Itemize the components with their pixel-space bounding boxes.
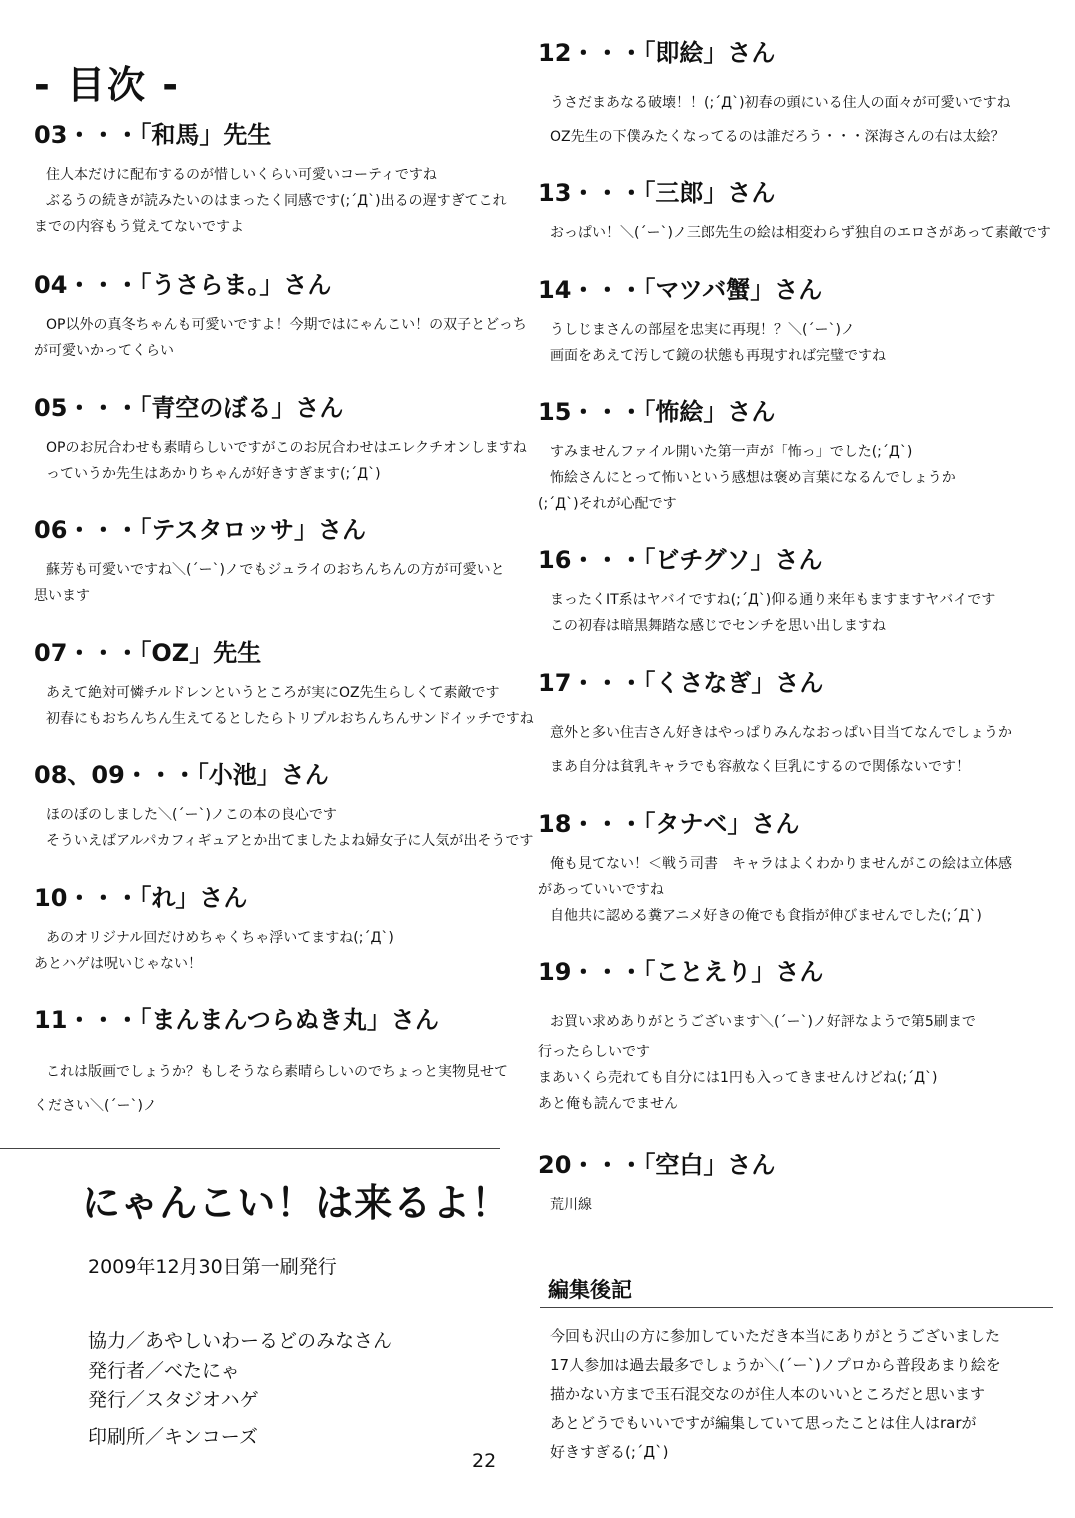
entry-line: 蘇芳も可愛いですね＼(´ー`)ノでもジュライのおちんちんの方が可愛いと xyxy=(46,562,505,578)
entry-16 xyxy=(538,545,995,639)
entry-title: 07・・・「OZ」先生 xyxy=(34,639,262,667)
entry-title: 08、09・・・「小池」さん xyxy=(34,761,329,789)
colophon-cooperation: 協力／あやしいわーるどのみなさん xyxy=(88,1330,393,1352)
colophon-publisher-person: 発行者／べたにゃ xyxy=(88,1360,240,1382)
entry-line: 怖絵さんにとって怖いという感想は褒め言葉になるんでしょうか xyxy=(550,470,956,486)
entry-title: 19・・・「ことえり」さん xyxy=(538,958,824,986)
entry-14 xyxy=(538,275,886,369)
entry-line: ください＼(´ー`)ノ xyxy=(34,1098,157,1114)
entry-line: あとハゲは呪いじゃない！ xyxy=(34,956,202,972)
entry-line: っていうか先生はあかりちゃんが好きすぎます(;´Д`) xyxy=(46,466,381,482)
entry-line: 思います xyxy=(34,588,90,604)
entry-13 xyxy=(538,178,1051,246)
entry-title: 16・・・「ビチグソ」さん xyxy=(538,546,823,574)
entry-line: 荒川線 xyxy=(550,1197,592,1213)
entry-title: 20・・・「空白」さん xyxy=(538,1151,776,1179)
entry-line: ほのぼのしました＼(´ー`)ノこの本の良心です xyxy=(46,807,337,823)
entry-title: 04・・・「うさらま。」さん xyxy=(34,271,332,299)
entry-15 xyxy=(538,397,956,517)
colophon-printer: 印刷所／キンコーズ xyxy=(88,1426,258,1448)
entry-line: まったくIT系はヤバイですね(;´Д`)仰る通り来年もますますヤバイです xyxy=(550,592,996,608)
entry-line: あと俺も読んでません xyxy=(538,1096,678,1112)
book-title: にゃんこい！は来るよ！ xyxy=(82,1181,511,1225)
entry-line: 住人本だけに配布するのが惜しいくらい可愛いコーティですね xyxy=(46,167,437,183)
entry-title: 06・・・「テスタロッサ」さん xyxy=(34,516,366,544)
entry-line: 俺も見てない！＜戦う司書 キャラはよくわかりませんがこの絵は立体感 xyxy=(550,856,1012,872)
entry-title: 11・・・「まんまんつらぬき丸」さん xyxy=(34,1006,439,1034)
entry-line: 自他共に認める糞アニメ好きの俺でも食指が伸びませんでした(;´Д`) xyxy=(550,908,982,924)
entry-line: まあいくら売れても自分には1円も入ってきませんけどね(;´Д`) xyxy=(538,1070,938,1086)
entry-line: OZ先生の下僕みたくなってるのは誰だろう・・・深海さんの右は太絵？ xyxy=(550,129,1005,145)
afterword-line: 17人参加は過去最多でしょうか＼(´ー`)ノプロから普段あまり絵を xyxy=(550,1356,1001,1374)
entry-line: ぶるうの続きが読みたいのはまったく同感です(;´Д`)出るの遅すぎてこれ xyxy=(46,193,507,209)
entry-line: すみませんファイル開いた第一声が「怖っ」でした(;´Д`) xyxy=(550,444,913,460)
entry-line: 画面をあえて汚して鏡の状態も再現すれば完璧ですね xyxy=(550,348,886,364)
entry-line: 行ったらしいです xyxy=(538,1044,650,1060)
entry-title: 03・・・「和馬」先生 xyxy=(34,121,272,149)
entry-title: 15・・・「怖絵」さん xyxy=(538,398,776,426)
entry-line: 初春にもおちんちん生えてるとしたらトリプルおちんちんサンドイッチですね xyxy=(46,711,534,727)
entry-08-09 xyxy=(34,760,533,854)
entry-line: お買い求めありがとうございます＼(´ー`)ノ好評なようで第5刷まで xyxy=(550,1014,976,1030)
afterword-line: あとどうでもいいですが編集していて思ったことは住人はrarが xyxy=(550,1414,977,1432)
entry-10 xyxy=(34,883,394,977)
entry-line: まあ自分は貧乳キャラでも容赦なく巨乳にするので関係ないです！ xyxy=(550,759,970,775)
entry-line: OPのお尻合わせも素晴らしいですがこのお尻合わせはエレクチオンしますね xyxy=(46,440,527,456)
entry-title: 17・・・「くさなぎ」さん xyxy=(538,669,824,697)
entry-07 xyxy=(34,638,534,732)
entry-11 xyxy=(34,1005,508,1123)
colophon-publisher: 発行／スタジオハゲ xyxy=(88,1389,259,1411)
entry-line: が可愛いかってくらい xyxy=(34,343,174,359)
publication-date: 2009年12月30日第一刷発行 xyxy=(88,1256,337,1278)
entry-line: この初春は暗黒舞踏な感じでセンチを思い出しますね xyxy=(550,618,886,634)
entry-20 xyxy=(538,1150,775,1218)
entry-title: 10・・・「れ」さん xyxy=(34,884,248,912)
entry-title: 14・・・「マツバ蟹」さん xyxy=(538,276,823,304)
page-number: 22 xyxy=(472,1450,497,1472)
entry-line: あえて絶対可憐チルドレンというところが実にOZ先生らしくて素敵です xyxy=(46,685,500,701)
entry-title: 05・・・「青空のぼる」さん xyxy=(34,394,344,422)
entry-line: おっぱい！＼(´ー`)ノ三郎先生の絵は相変わらず独自のエロさがあって素敵です xyxy=(550,225,1051,241)
entry-line: OP以外の真冬ちゃんも可愛いですよ！今期ではにゃんこい！の双子とどっち xyxy=(46,317,527,333)
toc-heading: - 目次 - xyxy=(34,63,181,107)
entry-05 xyxy=(34,393,527,487)
entry-19 xyxy=(538,957,976,1117)
entry-17 xyxy=(538,668,1012,784)
afterword-line: 好きすぎる(;´Д`) xyxy=(550,1443,669,1461)
entry-line: 意外と多い住吉さん好きはやっぱりみんなおっぱい目当てなんでしょうか xyxy=(550,725,1012,741)
entry-title: 13・・・「三郎」さん xyxy=(538,179,776,207)
entry-04 xyxy=(34,270,527,364)
entry-18 xyxy=(538,809,1012,929)
entry-line: うしじまさんの部屋を忠実に再現！？＼(´ー`)ノ xyxy=(550,322,855,338)
afterword-line: 今回も沢山の方に参加していただき本当にありがとうございました xyxy=(550,1327,1001,1345)
afterword-body xyxy=(550,1322,1001,1467)
entry-03 xyxy=(34,120,507,240)
entry-06 xyxy=(34,515,505,609)
entry-line: うさだまあなる破壊！！(;´Д`)初春の頭にいる住人の面々が可愛いですね xyxy=(550,95,1011,111)
afterword-divider xyxy=(540,1307,1053,1308)
entry-title: 12・・・「即絵」さん xyxy=(538,39,776,67)
entry-line: これは版画でしょうか？もしそうなら素晴らしいのでちょっと実物見せて xyxy=(46,1064,508,1080)
section-divider xyxy=(0,1148,500,1149)
entry-line: (;´Д`)それが心配です xyxy=(538,496,677,512)
entry-line: そういえばアルパカフィギュアとか出てましたよね婦女子に人気が出そうです xyxy=(46,833,534,849)
entry-line: までの内容もう覚えてないですよ xyxy=(34,219,244,235)
entry-line: あのオリジナル回だけめちゃくちゃ浮いてますね(;´Д`) xyxy=(46,930,394,946)
afterword-line: 描かない方まで玉石混交なのが住人本のいいところだと思います xyxy=(550,1385,986,1403)
entry-title: 18・・・「タナベ」さん xyxy=(538,810,800,838)
entry-12 xyxy=(538,38,1011,154)
afterword-title: 編集後記 xyxy=(548,1278,632,1302)
entry-line: があっていいですね xyxy=(538,882,664,898)
